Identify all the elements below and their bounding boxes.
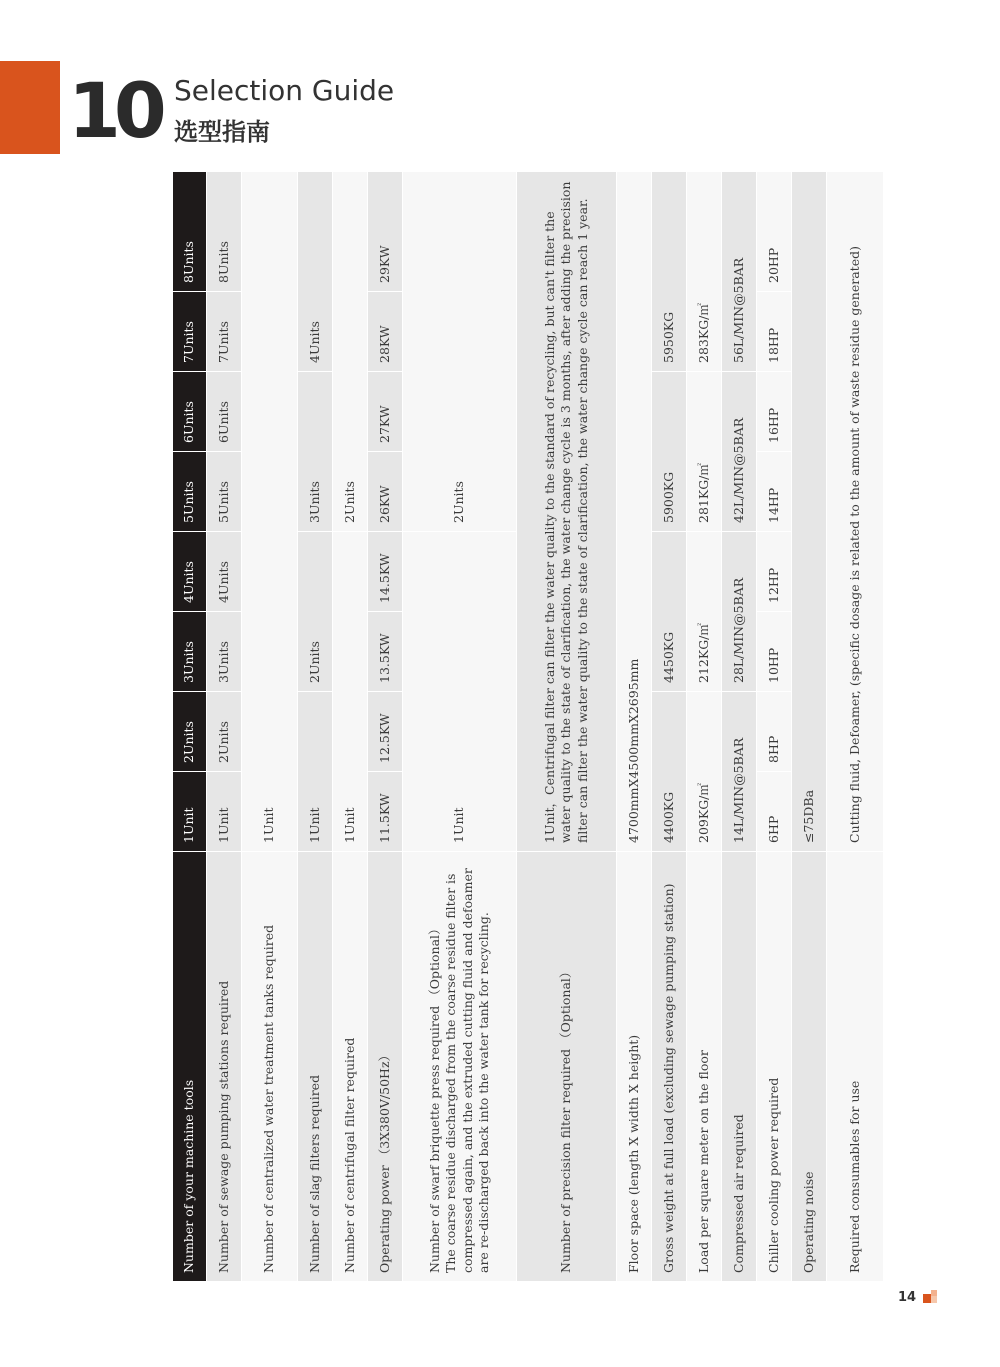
table-row	[333, 172, 368, 1282]
table-row	[207, 172, 242, 1282]
page-number-decoration-icon	[931, 1296, 937, 1303]
table-row	[792, 172, 827, 1282]
table-cell: 14.5KW	[368, 532, 403, 612]
table-cell: 27KW	[368, 372, 403, 452]
table-cell: 1Unit	[333, 532, 368, 852]
table-cell: 6HP	[757, 772, 792, 852]
table-row	[827, 172, 884, 1282]
row-label: Compressed air required	[722, 852, 757, 1282]
table-cell: 2Units	[333, 172, 368, 532]
table-cell: 7Units	[207, 292, 242, 372]
table-header-row	[173, 172, 207, 1282]
table-cell: 16HP	[757, 372, 792, 452]
row-label	[403, 852, 517, 1282]
page-title-chinese: 选型指南	[174, 118, 270, 146]
table-cell: 56L/MIN@5BAR	[722, 172, 757, 372]
table-cell: 5Units	[207, 452, 242, 532]
table-cell: 1Unit	[298, 692, 333, 852]
page-number: 14	[898, 1290, 917, 1305]
table-cell: 28KW	[368, 292, 403, 372]
table-cell: 18HP	[757, 292, 792, 372]
header-cell: Number of your machine tools	[173, 852, 207, 1282]
row-label: Number of precision filter required （Optional）	[517, 852, 617, 1282]
table-cell: 14HP	[757, 452, 792, 532]
table-cell: 283KG/㎡	[687, 172, 722, 372]
chapter-number: 10	[68, 66, 160, 155]
table-cell: 42L/MIN@5BAR	[722, 372, 757, 532]
row-label: Number of centrifugal filter required	[333, 852, 368, 1282]
table-cell: 12.5KW	[368, 692, 403, 772]
table-cell: 281KG/㎡	[687, 372, 722, 532]
table-cell: 12HP	[757, 532, 792, 612]
table-row	[652, 172, 687, 1282]
table-cell: 1Unit	[242, 172, 298, 852]
header-cell: 2Units	[173, 692, 207, 772]
table-row	[617, 172, 652, 1282]
header-cell: 3Units	[173, 612, 207, 692]
briquette-label-title: Number of swarf briquette press required （Optional）	[426, 922, 442, 1273]
table-cell: 2Units	[403, 172, 517, 532]
table-cell: 3Units	[298, 372, 333, 532]
table-cell: 20HP	[757, 172, 792, 292]
table-cell: 4Units	[298, 172, 333, 372]
table-row	[687, 172, 722, 1282]
row-label: Gross weight at full load (excluding sewage pumping station)	[652, 852, 687, 1282]
table-cell: 1Unit，Centrifugal filter can filter the water quality to the standard of recycling, but can't filter the water quality to the state of clarification, the water change cycle is 3 months, after adding the precision filter can filter the water quality to the state of clarification, the water change cycle can reach 1 year.	[517, 172, 617, 852]
chapter-accent-bar	[0, 61, 60, 154]
selection-table	[172, 171, 884, 1282]
table-cell: 2Units	[207, 692, 242, 772]
header-cell: 7Units	[173, 292, 207, 372]
table-cell: 13.5KW	[368, 612, 403, 692]
row-label: Operating power （3X380V/50Hz）	[368, 852, 403, 1282]
table-cell: 209KG/㎡	[687, 692, 722, 852]
table-cell: 28L/MIN@5BAR	[722, 532, 757, 692]
table-cell: 8Units	[207, 172, 242, 292]
header-cell: 5Units	[173, 452, 207, 532]
table-cell: 4400KG	[652, 692, 687, 852]
table-cell: 14L/MIN@5BAR	[722, 692, 757, 852]
header-cell: 6Units	[173, 372, 207, 452]
table-cell: 3Units	[207, 612, 242, 692]
table-row	[722, 172, 757, 1282]
table-cell: 5900KG	[652, 372, 687, 532]
row-label: Operating noise	[792, 852, 827, 1282]
table-cell: 6Units	[207, 372, 242, 452]
table-cell: 4Units	[207, 532, 242, 612]
table-cell: ≤75DBa	[792, 172, 827, 852]
table-cell: 212KG/㎡	[687, 532, 722, 692]
table-cell: 1Unit	[207, 772, 242, 852]
table-cell: 2Units	[298, 532, 333, 692]
table-row	[368, 172, 403, 1282]
table-row	[242, 172, 298, 1282]
selection-table-container	[172, 172, 862, 1282]
table-row	[403, 172, 517, 1282]
table-cell: 26KW	[368, 452, 403, 532]
row-label: Floor space (length X width X height)	[617, 852, 652, 1282]
table-cell: 1Unit	[403, 532, 517, 852]
row-label: Number of slag filters required	[298, 852, 333, 1282]
table-cell: Cutting fluid, Defoamer, (specific dosage is related to the amount of waste residue generated)	[827, 172, 884, 852]
row-label: Number of centralized water treatment tanks required	[242, 852, 298, 1282]
table-row	[298, 172, 333, 1282]
table-cell: 10HP	[757, 612, 792, 692]
table-cell: 29KW	[368, 172, 403, 292]
row-label: Load per square meter on the floor	[687, 852, 722, 1282]
header-cell: 1Unit	[173, 772, 207, 852]
table-cell: 8HP	[757, 692, 792, 772]
header-cell: 8Units	[173, 172, 207, 292]
page-title: Selection Guide	[174, 74, 395, 107]
table-cell: 11.5KW	[368, 772, 403, 852]
row-label: Chiller cooling power required	[757, 852, 792, 1282]
header-cell: 4Units	[173, 532, 207, 612]
table-row	[757, 172, 792, 1282]
row-label: Required consumables for use	[827, 852, 884, 1282]
table-cell: 4450KG	[652, 532, 687, 692]
table-cell: 5950KG	[652, 172, 687, 372]
briquette-label-description: The coarse residue discharged from the coarse residue filter is compressed again, and the extruded cutting fluid and defoamer are re-discharged back into the water tank for recycling.	[443, 868, 491, 1273]
table-cell: 4700mmX4500mmX2695mm	[617, 172, 652, 852]
table-row	[517, 172, 617, 1282]
row-label: Number of sewage pumping stations required	[207, 852, 242, 1282]
